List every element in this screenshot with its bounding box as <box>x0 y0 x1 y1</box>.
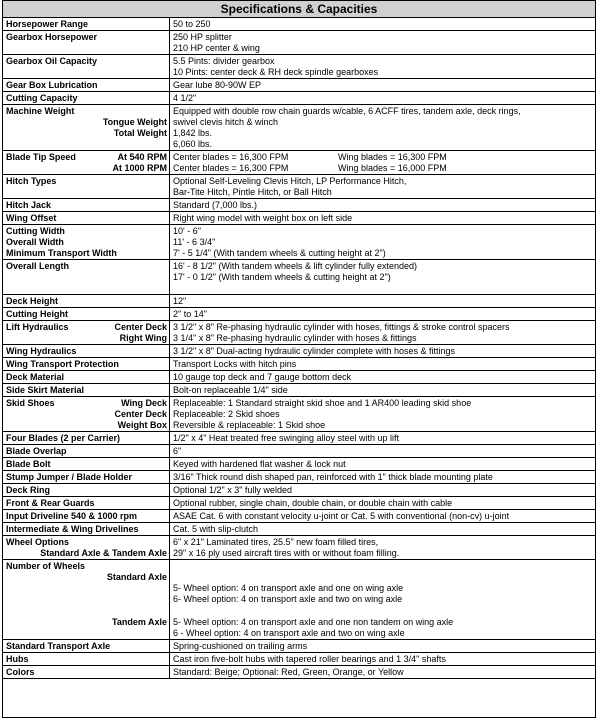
spec-label <box>3 92 170 105</box>
spec-row <box>3 605 595 640</box>
spec-value <box>170 445 596 458</box>
spec-label-line: Hubs <box>6 654 29 664</box>
spec-row <box>3 523 595 536</box>
spec-value <box>170 397 596 432</box>
spec-label-line: Overall Width <box>6 237 64 247</box>
spec-row <box>3 321 595 345</box>
spec-value <box>170 471 596 484</box>
spec-row <box>3 199 595 212</box>
spec-label <box>3 151 170 175</box>
spec-label-line: Number of Wheels <box>6 561 86 571</box>
spec-label-sub: Center Deck <box>114 322 167 332</box>
spec-label <box>3 295 170 308</box>
spec-value-line: Gear lube 80-90W EP <box>173 80 262 90</box>
spec-label-line: Cutting Capacity <box>6 93 78 103</box>
spec-value <box>170 605 596 640</box>
spec-value-line: 6" x 21" Laminated tires, 25.5" new foam filled tires, <box>173 537 379 547</box>
spec-label-line: Deck Material <box>6 372 65 382</box>
spec-label-line: Overall Length <box>6 261 70 271</box>
spec-value <box>170 484 596 497</box>
spec-label-line <box>6 606 167 617</box>
spec-value <box>170 295 596 308</box>
spec-label-line: Blade Overlap <box>6 446 67 456</box>
spec-value-line: 5- Wheel option: 4 on transport axle and one non tandem on wing axle <box>173 617 454 627</box>
spec-label-line <box>6 322 167 333</box>
spec-row <box>3 105 595 151</box>
spec-label <box>3 471 170 484</box>
spec-value-line: Transport Locks with hitch pins <box>173 359 297 369</box>
spec-value <box>170 384 596 397</box>
spec-value-line: 1/2" x 4" Heat treated free swinging alloy steel with up lift <box>173 433 400 443</box>
spec-value-line: Equipped with double row chain guards w/cable, 6 ACFF tires, tandem axle, deck rings, <box>173 106 521 116</box>
spec-row <box>3 458 595 471</box>
spec-row <box>3 295 595 308</box>
spec-value-line: 3 1/2" x 8" Re-phasing hydraulic cylinder with hoses, fittings & stroke control spacers <box>173 322 510 332</box>
spec-value-line: 6" <box>173 446 182 456</box>
spec-value-col: Center blades = 16,300 FPM <box>173 152 289 162</box>
spec-label <box>3 640 170 653</box>
spec-label-line: Hitch Jack <box>6 200 52 210</box>
spec-sheet <box>2 0 596 718</box>
spec-row <box>3 484 595 497</box>
spec-value <box>170 536 596 560</box>
spec-label <box>3 432 170 445</box>
spec-value-line <box>173 163 593 174</box>
spec-value-line: 5.5 Pints: divider gearbox <box>173 56 275 66</box>
spec-value <box>170 79 596 92</box>
spec-value-line: 50 to 250 <box>173 19 211 29</box>
spec-label <box>3 79 170 92</box>
spec-value-line: 12" <box>173 296 187 306</box>
spec-row <box>3 308 595 321</box>
spec-value <box>170 31 596 55</box>
spec-row <box>3 345 595 358</box>
spec-label-line: Gear Box Lubrication <box>6 80 98 90</box>
spec-label <box>3 175 170 199</box>
spec-value-line: swivel clevis hitch & winch <box>173 117 279 127</box>
spec-row <box>3 260 595 295</box>
spec-label-line: Total Weight <box>113 128 167 138</box>
spec-label <box>3 345 170 358</box>
spec-label <box>3 510 170 523</box>
spec-row <box>3 55 595 79</box>
spec-value-line: 250 HP splitter <box>173 32 232 42</box>
spec-label-line: Wing Offset <box>6 213 57 223</box>
spec-label-line: Hitch Types <box>6 176 57 186</box>
spec-value-line: Optional rubber, single chain, double chain, or double chain with cable <box>173 498 453 508</box>
spec-value <box>170 640 596 653</box>
spec-label-line: Deck Ring <box>6 485 51 495</box>
spec-value-line: 16' - 8 1/2" (With tandem wheels & lift cylinder fully extended) <box>173 261 418 271</box>
spec-label <box>3 358 170 371</box>
spec-label-line: Tandem Axle <box>111 617 167 627</box>
spec-row <box>3 358 595 371</box>
spec-label-line: Gearbox Horsepower <box>6 32 98 42</box>
spec-value <box>170 260 596 295</box>
spec-value-line: Replaceable: 2 Skid shoes <box>173 409 280 419</box>
spec-label-line: Wheel Options <box>6 537 69 547</box>
spec-value <box>170 510 596 523</box>
spec-label-line: Machine Weight <box>6 106 75 116</box>
spec-label-line: Tongue Weight <box>102 117 167 127</box>
spec-label-text: Lift Hydraulics <box>6 322 69 332</box>
spec-label-line: Wing Transport Protection <box>6 359 119 369</box>
spec-row <box>3 497 595 510</box>
spec-label-line: At 1000 RPM <box>112 163 167 173</box>
spec-label-line: Center Deck <box>114 409 167 419</box>
sheet-title: Specifications & Capacities <box>3 1 595 18</box>
spec-value-line: 17' - 0 1/2" (With tandem wheels & cutting height at 2") <box>173 272 391 282</box>
spec-value-line: 210 HP center & wing <box>173 43 260 53</box>
spec-label <box>3 497 170 510</box>
spec-row <box>3 371 595 384</box>
spec-row <box>3 212 595 225</box>
spec-row <box>3 175 595 199</box>
spec-value <box>170 345 596 358</box>
spec-row <box>3 510 595 523</box>
spec-label-line: Cutting Width <box>6 226 65 236</box>
spec-value-line: 3/16" Thick round dish shaped pan, reinforced with 1" thick blade mounting plate <box>173 472 493 482</box>
spec-row <box>3 445 595 458</box>
spec-label <box>3 397 170 432</box>
spec-label-line: Front & Rear Guards <box>6 498 95 508</box>
spec-label-line: Side Skirt Material <box>6 385 85 395</box>
spec-value-line: Optional Self-Leveling Clevis Hitch, LP Performance Hitch, <box>173 176 407 186</box>
spec-label <box>3 31 170 55</box>
spec-value <box>170 666 596 679</box>
spec-label-line: Intermediate & Wing Drivelines <box>6 524 139 534</box>
spec-value-line <box>173 561 593 572</box>
spec-value-line <box>173 283 593 294</box>
spec-value-line: Bar-Tite Hitch, Pintle Hitch, or Ball Hitch <box>173 187 332 197</box>
spec-label <box>3 560 170 606</box>
spec-value-line: 3 1/4" x 8" Re-phasing hydraulic cylinder with hoses & fittings <box>173 333 417 343</box>
spec-label-line: Weight Box <box>117 420 167 430</box>
spec-row <box>3 151 595 175</box>
spec-label-line: Colors <box>6 667 35 677</box>
spec-value <box>170 199 596 212</box>
spec-value-line: 6 - Wheel option: 4 on transport axle and two on wing axle <box>173 628 405 638</box>
spec-value-line: Keyed with hardened flat washer & lock nut <box>173 459 346 469</box>
spec-label-line: Wing Hydraulics <box>6 346 77 356</box>
spec-row <box>3 31 595 55</box>
spec-label-text: Skid Shoes <box>6 398 55 408</box>
spec-value <box>170 458 596 471</box>
spec-value-line: 10 Pints: center deck & RH deck spindle gearboxes <box>173 67 379 77</box>
spec-label <box>3 536 170 560</box>
spec-row <box>3 560 595 606</box>
spec-value-line: 5- Wheel option: 4 on transport axle and one on wing axle <box>173 583 404 593</box>
spec-label <box>3 653 170 666</box>
spec-value <box>170 175 596 199</box>
spec-label <box>3 321 170 345</box>
spec-value-line: 10 gauge top deck and 7 gauge bottom deck <box>173 372 352 382</box>
spec-value <box>170 105 596 151</box>
spec-row <box>3 18 595 31</box>
spec-label-text: Blade Tip Speed <box>6 152 76 162</box>
spec-value-line: 29" x 16 ply used aircraft tires with or without foam filling. <box>173 548 400 558</box>
spec-value-line: 6- Wheel option: 4 on transport axle and two on wing axle <box>173 594 403 604</box>
spec-label <box>3 105 170 151</box>
spec-label <box>3 199 170 212</box>
spec-row <box>3 536 595 560</box>
spec-label-line: Standard Axle <box>106 572 167 582</box>
spec-value-line: Replaceable: 1 Standard straight skid shoe and 1 AR400 leading skid shoe <box>173 398 472 408</box>
spec-value-line: Bolt-on replaceable 1/4" side <box>173 385 288 395</box>
spec-row <box>3 432 595 445</box>
spec-label <box>3 384 170 397</box>
spec-value-line: Spring-cushioned on trailing arms <box>173 641 308 651</box>
spec-value-line: Reversible & replaceable: 1 Skid shoe <box>173 420 326 430</box>
spec-label-line: Standard Transport Axle <box>6 641 111 651</box>
spec-value <box>170 653 596 666</box>
spec-label <box>3 605 170 640</box>
spec-value-line <box>173 606 593 617</box>
spec-value-line: 6,060 lbs. <box>173 139 213 149</box>
spec-value <box>170 225 596 260</box>
spec-row <box>3 92 595 105</box>
spec-value-line: Standard (7,000 lbs.) <box>173 200 258 210</box>
spec-value-line: 2" to 14" <box>173 309 207 319</box>
spec-label <box>3 371 170 384</box>
spec-row <box>3 79 595 92</box>
spec-row <box>3 225 595 260</box>
spec-table <box>3 18 595 679</box>
spec-value <box>170 55 596 79</box>
spec-label <box>3 308 170 321</box>
spec-label <box>3 55 170 79</box>
spec-label-sub: Wing Deck <box>121 398 167 408</box>
spec-value-line: 3 1/2" x 8" Dual-acting hydraulic cylinder complete with hoses & fittings <box>173 346 456 356</box>
spec-value-line: 1,842 lbs. <box>173 128 213 138</box>
spec-value-line <box>173 152 593 163</box>
spec-value <box>170 321 596 345</box>
spec-value-line: 4 1/2" <box>173 93 197 103</box>
spec-label-line <box>6 152 167 163</box>
spec-label-line <box>6 398 167 409</box>
spec-value-col: Center blades = 16,300 FPM <box>173 163 289 173</box>
spec-value <box>170 212 596 225</box>
spec-label <box>3 18 170 31</box>
spec-value <box>170 308 596 321</box>
spec-row <box>3 653 595 666</box>
spec-value <box>170 358 596 371</box>
spec-label-line: Four Blades (2 per Carrier) <box>6 433 121 443</box>
spec-value <box>170 432 596 445</box>
spec-label-line: Right Wing <box>119 333 167 343</box>
spec-row <box>3 666 595 679</box>
spec-label <box>3 212 170 225</box>
spec-value-line: ASAE Cat. 6 with constant velocity u-joint or Cat. 5 with conventional (non-cv) u-joint <box>173 511 510 521</box>
spec-label-line: Horsepower Range <box>6 19 89 29</box>
spec-value <box>170 523 596 536</box>
spec-label-line: Deck Height <box>6 296 59 306</box>
spec-label <box>3 260 170 295</box>
spec-value-line: 11' - 6 3/4" <box>173 237 216 247</box>
spec-value-line: Right wing model with weight box on left side <box>173 213 353 223</box>
spec-value <box>170 151 596 175</box>
spec-row <box>3 397 595 432</box>
spec-value-line: Cast iron five-bolt hubs with tapered roller bearings and 1 3/4" shafts <box>173 654 446 664</box>
spec-label-line: Blade Bolt <box>6 459 51 469</box>
spec-value <box>170 560 596 606</box>
spec-value-line: 7' - 5 1/4" (With tandem wheels & cutting height at 2") <box>173 248 386 258</box>
spec-row <box>3 471 595 484</box>
spec-label-line: Input Driveline 540 & 1000 rpm <box>6 511 138 521</box>
spec-label-line: Gearbox Oil Capacity <box>6 56 98 66</box>
spec-label-line: Minimum Transport Width <box>6 248 117 258</box>
spec-label-line: Standard Axle & Tandem Axle <box>40 548 167 558</box>
spec-label-line: Cutting Height <box>6 309 68 319</box>
spec-value <box>170 18 596 31</box>
spec-label-line: Stump Jumper / Blade Holder <box>6 472 133 482</box>
spec-label <box>3 666 170 679</box>
spec-row <box>3 384 595 397</box>
spec-value-line: 10' - 6" <box>173 226 201 236</box>
spec-value-col: Wing blades = 16,000 FPM <box>338 163 447 173</box>
spec-label <box>3 445 170 458</box>
spec-value-line: Standard: Beige; Optional: Red, Green, Orange, or Yellow <box>173 667 404 677</box>
spec-label <box>3 523 170 536</box>
spec-value <box>170 497 596 510</box>
spec-row <box>3 640 595 653</box>
spec-value-line: Optional 1/2" x 3" fully welded <box>173 485 292 495</box>
spec-label <box>3 225 170 260</box>
spec-label <box>3 458 170 471</box>
spec-value-line <box>173 572 593 583</box>
spec-value-line: Cat. 5 with slip-clutch <box>173 524 259 534</box>
spec-rows <box>3 18 595 679</box>
spec-label-sub: At 540 RPM <box>117 152 167 162</box>
spec-value-col: Wing blades = 16,300 FPM <box>338 152 447 162</box>
spec-value <box>170 92 596 105</box>
spec-label <box>3 484 170 497</box>
spec-value <box>170 371 596 384</box>
